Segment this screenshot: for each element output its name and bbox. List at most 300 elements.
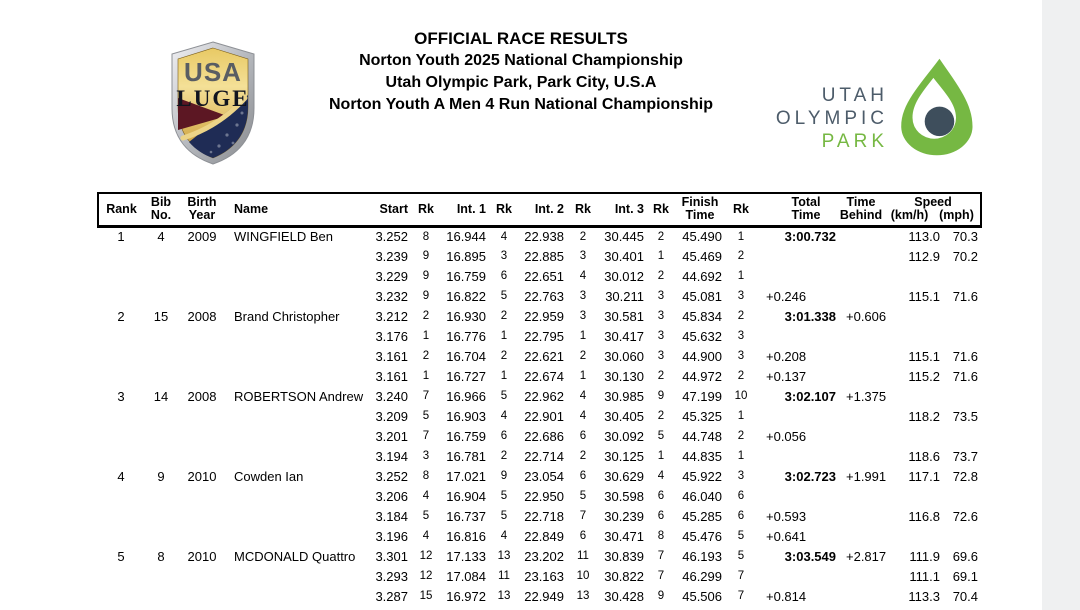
finish-rank-cell: 1 — [737, 410, 745, 422]
run-behind-cell — [756, 326, 836, 346]
start-time-cell: 3.301 — [375, 548, 408, 564]
race-title: Norton Youth A Men 4 Run National Championship — [329, 96, 713, 113]
start-time-cell: 3.194 — [375, 448, 408, 464]
bib-cell — [144, 346, 178, 366]
int1-time-cell: 16.895 — [446, 248, 486, 264]
int1-rank-cell: 6 — [500, 430, 508, 442]
int1-time-cell: 17.084 — [446, 568, 486, 584]
birth-year-cell — [178, 506, 226, 526]
int1-time-cell: 16.776 — [446, 328, 486, 344]
total-behind-cell — [836, 286, 886, 306]
rank-cell — [98, 406, 144, 426]
int2-time-cell: 22.651 — [524, 268, 564, 284]
int1-time-cell: 16.759 — [446, 268, 486, 284]
finish-time-cell: 45.469 — [682, 248, 722, 264]
speed-kmh-cell: 113.3 — [908, 588, 940, 604]
birth-year-cell — [178, 366, 226, 386]
total-behind-cell: +1.991 — [846, 468, 887, 484]
rank-cell: 2 — [117, 308, 125, 324]
speed-kmh-cell: 118.2 — [908, 408, 940, 424]
total-behind-cell — [836, 246, 886, 266]
bib-cell — [144, 286, 178, 306]
speed-kmh-cell: 112.9 — [908, 248, 940, 264]
finish-rank-cell: 1 — [737, 450, 745, 462]
athlete-name-cell — [226, 526, 356, 546]
finish-time-cell: 45.490 — [682, 229, 722, 245]
col-header-speed: Speed (km/h) (mph) — [886, 193, 981, 226]
finish-time-cell: 44.972 — [682, 368, 722, 384]
int3-rank-cell: 8 — [657, 530, 665, 542]
int2-time-cell: 22.795 — [524, 328, 564, 344]
total-time-cell: 3:02.723 — [784, 468, 836, 484]
int2-time-cell: 22.621 — [524, 348, 564, 364]
finish-time-cell: 45.325 — [682, 408, 722, 424]
int2-rank-cell: 3 — [579, 310, 587, 322]
bib-cell — [144, 266, 178, 286]
finish-rank-cell: 3 — [737, 330, 745, 342]
int3-rank-cell: 7 — [657, 570, 665, 582]
utah-logo-line3: PARK — [821, 131, 888, 152]
run-behind-cell: +0.814 — [766, 588, 807, 604]
int3-time-cell: 30.417 — [604, 328, 644, 344]
finish-time-cell: 44.748 — [682, 428, 722, 444]
results-table — [97, 192, 982, 606]
bib-cell — [144, 426, 178, 446]
bib-cell: 9 — [157, 468, 165, 484]
int3-rank-cell: 9 — [657, 590, 665, 602]
int1-time-cell: 17.021 — [446, 468, 486, 484]
int1-rank-cell: 13 — [497, 550, 511, 562]
int3-time-cell: 30.405 — [604, 408, 644, 424]
run-behind-cell: +0.208 — [766, 348, 807, 364]
athlete-name-cell — [226, 246, 356, 266]
speed-mph-cell: 72.6 — [952, 508, 978, 524]
int3-time-cell: 30.239 — [604, 508, 644, 524]
run-behind-cell: +0.246 — [766, 288, 807, 304]
int2-time-cell: 22.674 — [524, 368, 564, 384]
int2-time-cell: 22.962 — [524, 388, 564, 404]
birth-year-cell — [178, 406, 226, 426]
start-time-cell: 3.239 — [375, 248, 408, 264]
speed-kmh-cell — [886, 386, 943, 406]
speed-mph-cell: 69.1 — [952, 568, 978, 584]
int3-rank-cell: 3 — [657, 310, 665, 322]
finish-time-cell: 45.506 — [682, 588, 722, 604]
run-row — [98, 506, 981, 526]
start-time-cell: 3.206 — [375, 488, 408, 504]
col-header-total-time: Total Time — [791, 194, 821, 223]
total-time-cell: 3:01.338 — [784, 308, 836, 324]
athlete-name-cell — [226, 286, 356, 306]
rank-cell — [98, 426, 144, 446]
start-time-cell: 3.196 — [375, 528, 408, 544]
bib-cell — [144, 486, 178, 506]
athlete-name-cell — [226, 366, 356, 386]
speed-kmh-cell: 118.6 — [908, 448, 940, 464]
finish-rank-cell: 5 — [737, 530, 745, 542]
start-rank-cell: 12 — [419, 570, 433, 582]
int3-time-cell: 30.629 — [604, 468, 644, 484]
run-behind-cell — [756, 266, 836, 286]
rank-cell: 4 — [117, 468, 125, 484]
speed-kmh-cell: 113.0 — [908, 229, 940, 245]
int1-time-cell: 16.903 — [446, 408, 486, 424]
int3-rank-cell: 5 — [657, 430, 665, 442]
run-behind-cell — [756, 406, 836, 426]
int2-rank-cell: 2 — [579, 350, 587, 362]
int2-time-cell: 22.959 — [524, 308, 564, 324]
int1-rank-cell: 6 — [500, 270, 508, 282]
int3-time-cell: 30.012 — [604, 268, 644, 284]
col-header-int1: Int. 1 — [456, 201, 486, 216]
speed-kmh-cell — [886, 526, 943, 546]
athlete-name-cell: Cowden Ian — [234, 468, 304, 484]
birth-year-cell — [178, 326, 226, 346]
int3-rank-cell: 2 — [657, 230, 665, 243]
run-row — [98, 266, 981, 286]
start-time-cell: 3.252 — [375, 468, 408, 484]
bib-cell: 15 — [153, 308, 169, 324]
finish-rank-cell: 2 — [737, 370, 745, 382]
athlete-name-cell — [226, 326, 356, 346]
int2-rank-cell: 2 — [579, 450, 587, 462]
speed-kmh-cell — [886, 306, 943, 326]
total-behind-cell — [836, 346, 886, 366]
rank-cell — [98, 366, 144, 386]
finish-time-cell: 45.922 — [682, 468, 722, 484]
run-row — [98, 326, 981, 346]
start-rank-cell: 9 — [422, 250, 430, 262]
int1-rank-cell: 4 — [500, 230, 508, 243]
col-header-start: Start — [379, 201, 408, 216]
athlete-name-cell — [226, 446, 356, 466]
start-rank-cell: 1 — [422, 370, 430, 382]
speed-kmh-cell: 111.1 — [909, 568, 940, 584]
run-row — [98, 486, 981, 506]
finish-time-cell: 45.476 — [682, 528, 722, 544]
run-behind-cell: +0.593 — [766, 508, 807, 524]
start-time-cell: 3.161 — [375, 368, 408, 384]
int1-rank-cell: 5 — [500, 510, 508, 522]
bib-cell — [144, 506, 178, 526]
int3-time-cell: 30.130 — [604, 368, 644, 384]
run-behind-cell — [756, 566, 836, 586]
athlete-name-cell — [226, 486, 356, 506]
rank-cell — [98, 346, 144, 366]
int3-rank-cell: 2 — [657, 410, 665, 422]
bib-cell — [144, 566, 178, 586]
int2-rank-cell: 13 — [576, 590, 590, 602]
table-header-row — [98, 193, 981, 226]
start-rank-cell: 4 — [422, 490, 430, 502]
rank-cell — [98, 526, 144, 546]
birth-year-cell: 2009 — [187, 229, 217, 245]
int3-rank-cell: 3 — [657, 350, 665, 362]
finish-time-cell: 46.040 — [682, 488, 722, 504]
int1-time-cell: 16.822 — [446, 288, 486, 304]
int3-time-cell: 30.445 — [604, 229, 644, 245]
int1-time-cell: 16.781 — [446, 448, 486, 464]
start-time-cell: 3.240 — [375, 388, 408, 404]
birth-year-cell — [178, 286, 226, 306]
speed-mph-cell — [943, 526, 981, 546]
int2-rank-cell: 3 — [579, 250, 587, 262]
birth-year-cell — [178, 246, 226, 266]
int3-rank-cell: 6 — [657, 510, 665, 522]
speed-mph-cell: 73.7 — [952, 448, 978, 464]
finish-time-cell: 44.835 — [682, 448, 722, 464]
int2-rank-cell: 2 — [579, 230, 587, 243]
bib-cell: 8 — [157, 548, 165, 564]
col-header-name: Name — [234, 201, 269, 216]
speed-kmh-cell — [886, 326, 943, 346]
finish-rank-cell: 1 — [737, 230, 745, 243]
int3-rank-cell: 1 — [657, 450, 665, 462]
start-rank-cell: 9 — [422, 270, 430, 282]
rank-cell — [98, 266, 144, 286]
total-behind-cell: +2.817 — [846, 548, 887, 564]
speed-mph-cell: 73.5 — [952, 408, 978, 424]
start-time-cell: 3.287 — [375, 588, 408, 604]
utah-logo-line2: OLYMPIC — [775, 108, 888, 129]
speed-kmh-cell: 117.1 — [908, 468, 940, 484]
int2-time-cell: 23.202 — [524, 548, 564, 564]
speed-mph-cell — [943, 326, 981, 346]
start-time-cell: 3.252 — [375, 229, 408, 245]
start-rank-cell: 4 — [422, 530, 430, 542]
total-behind-cell: +0.606 — [846, 308, 887, 324]
finish-rank-cell: 2 — [737, 310, 745, 322]
speed-mph-cell — [943, 266, 981, 286]
rank-cell — [98, 486, 144, 506]
int1-time-cell: 16.972 — [446, 588, 486, 604]
speed-kmh-cell: 115.2 — [908, 368, 940, 384]
athlete-name-cell: WINGFIELD Ben — [234, 229, 333, 245]
athlete-name-cell — [226, 406, 356, 426]
int2-time-cell: 22.938 — [524, 229, 564, 245]
speed-mph-cell: 70.4 — [952, 588, 978, 604]
int2-rank-cell: 7 — [579, 510, 587, 522]
col-header-rank: Rank — [98, 193, 144, 226]
athlete-first-run-row — [98, 546, 981, 566]
run-row — [98, 406, 981, 426]
rank-cell — [98, 286, 144, 306]
start-rank-cell: 15 — [419, 590, 433, 602]
viewer-edge-strip — [1042, 0, 1080, 610]
col-header-int2: Int. 2 — [534, 201, 564, 216]
speed-kmh-cell: 111.9 — [909, 548, 940, 564]
run-row — [98, 426, 981, 446]
int3-rank-cell: 1 — [657, 250, 665, 262]
int1-time-cell: 16.930 — [446, 308, 486, 324]
start-rank-cell: 8 — [422, 230, 430, 243]
finish-rank-cell: 7 — [737, 590, 745, 602]
col-header-int3: Int. 3 — [614, 201, 644, 216]
finish-time-cell: 46.193 — [682, 548, 722, 564]
birth-year-cell — [178, 526, 226, 546]
int2-rank-cell: 5 — [579, 490, 587, 502]
finish-rank-cell: 3 — [737, 350, 745, 362]
athlete-first-run-row — [98, 306, 981, 326]
bib-cell — [144, 406, 178, 426]
rank-cell — [98, 506, 144, 526]
total-behind-cell — [836, 486, 886, 506]
start-rank-cell: 3 — [422, 450, 430, 462]
finish-time-cell: 45.632 — [682, 328, 722, 344]
start-rank-cell: 2 — [422, 350, 430, 362]
birth-year-cell — [178, 566, 226, 586]
int2-time-cell: 23.163 — [524, 568, 564, 584]
int3-rank-cell: 7 — [657, 550, 665, 562]
bib-cell — [144, 366, 178, 386]
run-behind-cell — [756, 486, 836, 506]
int3-rank-cell: 6 — [657, 490, 665, 502]
total-behind-cell — [836, 566, 886, 586]
finish-rank-cell: 7 — [737, 570, 745, 582]
int3-time-cell: 30.428 — [604, 588, 644, 604]
start-time-cell: 3.161 — [375, 348, 408, 364]
birth-year-cell — [178, 426, 226, 446]
athlete-name-cell: ROBERTSON Andrew — [234, 388, 364, 404]
int1-rank-cell: 5 — [500, 390, 508, 402]
total-behind-cell: +1.375 — [846, 388, 887, 404]
birth-year-cell: 2010 — [187, 468, 217, 484]
total-time-cell: 3:03.549 — [784, 548, 836, 564]
int1-rank-cell: 1 — [500, 370, 508, 382]
utah-logo-line1: UTAH — [821, 85, 888, 106]
speed-mph-cell: 71.6 — [952, 368, 978, 384]
start-rank-cell: 5 — [422, 410, 430, 422]
int2-rank-cell: 6 — [579, 470, 587, 482]
finish-rank-cell: 2 — [737, 250, 745, 262]
int2-rank-cell: 6 — [579, 530, 587, 542]
int2-time-cell: 22.950 — [524, 488, 564, 504]
speed-mph-cell — [943, 386, 981, 406]
int3-time-cell: 30.985 — [604, 388, 644, 404]
finish-rank-cell: 6 — [737, 490, 745, 502]
finish-time-cell: 45.834 — [682, 308, 722, 324]
speed-kmh-cell — [886, 266, 943, 286]
int3-rank-cell: 2 — [657, 270, 665, 282]
start-time-cell: 3.232 — [375, 288, 408, 304]
int3-time-cell: 30.471 — [604, 528, 644, 544]
finish-time-cell: 44.692 — [682, 268, 722, 284]
speed-kmh-cell: 116.8 — [908, 508, 940, 524]
finish-rank-cell: 10 — [734, 390, 748, 402]
start-rank-cell: 7 — [422, 430, 430, 442]
run-row — [98, 346, 981, 366]
run-row — [98, 366, 981, 386]
rank-cell: 1 — [117, 229, 125, 245]
athlete-name-cell — [226, 426, 356, 446]
total-time-cell: 3:00.732 — [784, 229, 836, 245]
finish-time-cell: 47.199 — [682, 388, 722, 404]
int2-rank-cell: 11 — [577, 550, 589, 562]
int1-rank-cell: 2 — [500, 450, 508, 462]
int2-time-cell: 22.901 — [524, 408, 564, 424]
birth-year-cell — [178, 266, 226, 286]
start-rank-cell: 12 — [419, 550, 433, 562]
speed-mph-cell: 70.2 — [952, 248, 978, 264]
int3-rank-cell: 2 — [657, 370, 665, 382]
start-time-cell: 3.293 — [375, 568, 408, 584]
start-time-cell: 3.184 — [375, 508, 408, 524]
athlete-name-cell — [226, 346, 356, 366]
start-rank-cell: 1 — [422, 330, 430, 342]
speed-mph-cell — [943, 486, 981, 506]
int2-rank-cell: 6 — [579, 430, 587, 442]
finish-rank-cell: 3 — [737, 290, 745, 302]
usa-luge-text-usa: USA — [184, 57, 242, 87]
int2-time-cell: 22.763 — [524, 288, 564, 304]
rank-cell — [98, 326, 144, 346]
int3-rank-cell: 3 — [657, 290, 665, 302]
total-behind-cell — [836, 426, 886, 446]
run-behind-cell: +0.641 — [766, 528, 807, 544]
int1-rank-cell: 4 — [500, 530, 508, 542]
rank-cell — [98, 586, 144, 606]
total-behind-cell — [836, 446, 886, 466]
int3-time-cell: 30.060 — [604, 348, 644, 364]
finish-time-cell: 45.081 — [682, 288, 722, 304]
birth-year-cell — [178, 486, 226, 506]
bib-cell: 14 — [153, 388, 169, 404]
start-time-cell: 3.176 — [375, 328, 408, 344]
int1-rank-cell: 9 — [500, 470, 508, 482]
birth-year-cell: 2010 — [187, 548, 217, 564]
col-header-bib: Bib No. — [150, 194, 172, 223]
speed-kmh-cell: 115.1 — [908, 288, 940, 304]
start-time-cell: 3.209 — [375, 408, 408, 424]
int3-time-cell: 30.839 — [604, 548, 644, 564]
int2-rank-cell: 1 — [579, 370, 587, 382]
speed-mph-cell: 71.6 — [952, 288, 978, 304]
bib-cell — [144, 586, 178, 606]
run-row — [98, 566, 981, 586]
col-header-rk4: Rk — [653, 201, 669, 216]
start-time-cell: 3.212 — [375, 308, 408, 324]
total-behind-cell — [836, 326, 886, 346]
finish-rank-cell: 2 — [737, 430, 745, 442]
int1-rank-cell: 13 — [497, 590, 511, 602]
int2-time-cell: 22.714 — [524, 448, 564, 464]
start-rank-cell: 2 — [422, 310, 430, 322]
int3-rank-cell: 4 — [657, 470, 665, 482]
int1-rank-cell: 3 — [500, 250, 508, 262]
athlete-name-cell — [226, 266, 356, 286]
int3-rank-cell: 3 — [657, 330, 665, 342]
speed-mph-cell: 69.6 — [952, 548, 978, 564]
int3-time-cell: 30.211 — [605, 288, 644, 304]
int3-rank-cell: 9 — [657, 390, 665, 402]
event-title: Norton Youth 2025 National Championship — [359, 52, 683, 69]
finish-time-cell: 44.900 — [682, 348, 722, 364]
start-rank-cell: 8 — [422, 470, 430, 482]
total-behind-cell — [836, 226, 886, 246]
total-time-cell: 3:02.107 — [784, 388, 836, 404]
int3-time-cell: 30.401 — [604, 248, 644, 264]
finish-rank-cell: 3 — [737, 470, 745, 482]
run-behind-cell: +0.056 — [766, 428, 807, 444]
athlete-name-cell — [226, 566, 356, 586]
birth-year-cell — [178, 346, 226, 366]
start-time-cell: 3.229 — [375, 268, 408, 284]
int2-rank-cell: 4 — [579, 390, 587, 402]
col-header-finish-time: Finish Time — [681, 194, 719, 223]
total-behind-cell — [836, 366, 886, 386]
speed-mph-cell: 71.6 — [952, 348, 978, 364]
usa-luge-text-luge: LUGE — [176, 86, 250, 111]
